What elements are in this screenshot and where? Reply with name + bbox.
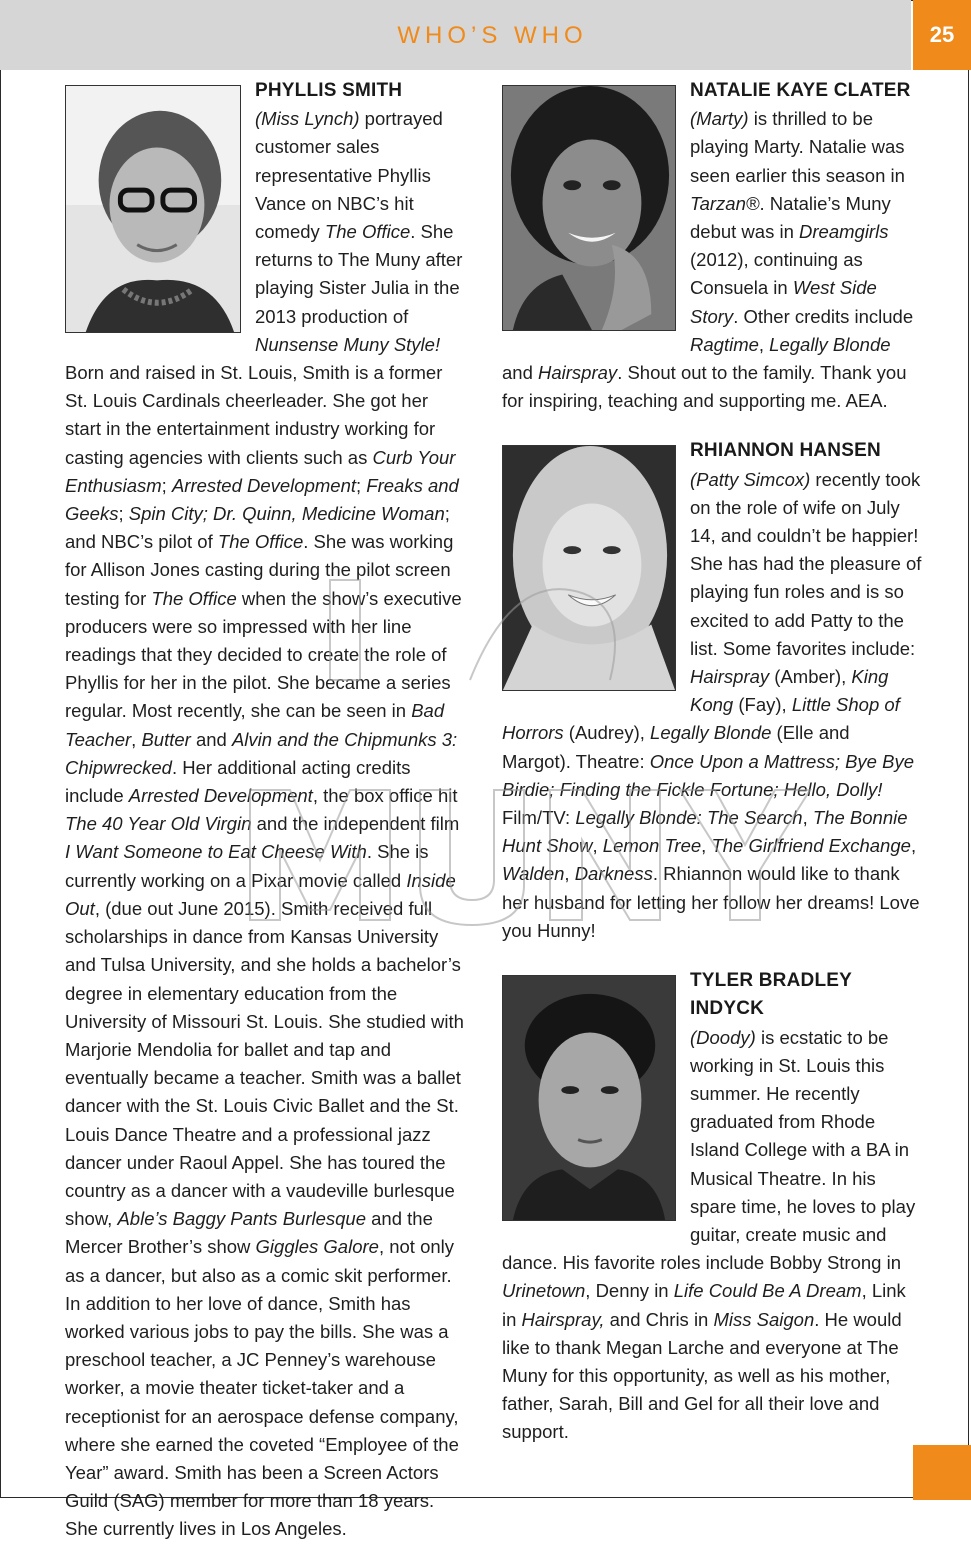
bio-text: , (due out June 2015). Smith received full scholarships in dance from Kansas University and Tulsa University, and she holds a bachelor’s degree in elementary education from the University of Missouri St. Louis. She studied with Marjorie Mendolia for ballet and tap and eventually became a teacher. Smith was a ballet dancer with the St. Louis Civic Ballet and the St. Louis Dance Theatre and a professional jazz dancer under Raoul Appel. She has toured the country as a dancer with a vaudeville burlesque show, (65, 897, 464, 1230)
bio-text: . Other credits include (733, 305, 914, 327)
credit-title: Life Could Be A Dream (673, 1280, 862, 1302)
role-name: (Doody) (690, 1026, 756, 1048)
credit-title: West Side Story (690, 277, 877, 327)
credit-title: Legally Blonde: The Search (575, 807, 803, 829)
headshot-photo (65, 85, 241, 333)
bio-text: and the Mercer Brother’s show (65, 1208, 433, 1258)
role-name: (Patty Simcox) (690, 468, 811, 490)
bio-text: ; (356, 474, 367, 496)
bio-text: , (701, 835, 712, 857)
bio-text: and (190, 728, 232, 750)
credit-title: Legally Blonde (769, 333, 891, 355)
credit-title: Spin City; Dr. Quinn, Medicine Woman (128, 503, 445, 525)
credit-title: King Kong (690, 666, 889, 716)
credit-title: Hairspray (690, 666, 770, 688)
credit-title: Ragtime (690, 333, 759, 355)
bio-natalie-kaye-clater (502, 77, 922, 415)
bio-text: portrayed customer sales representative Phyllis Vance on NBC’s hit comedy (255, 108, 443, 243)
bio-text: is ecstatic to be working in St. Louis this summer. He recently graduated from Rhode Island College with a BA in Musical Theatre. In his spare time, he loves to play guitar, create music and dance. His favorite roles include Bobby Strong in (502, 1026, 916, 1274)
right-column (502, 77, 922, 1447)
bio-text: recently took on the role of wife on July 14, and couldn’t be happier! She has had the pleasure of playing fun roles and is so excited to add Patty to the list. Some favorites include: (690, 468, 922, 659)
bio-phyllis-smith (65, 77, 465, 1544)
credit-title: Bad Teacher (65, 700, 445, 750)
bio-text: , (758, 333, 770, 355)
bio-text: . She was working for Allison Jones casting during the pilot screen testing for (65, 531, 454, 609)
bio-text: and the independent film (251, 813, 460, 835)
bio-text: , Link in (502, 1280, 906, 1330)
bio-text: (Audrey), (563, 722, 651, 744)
bio-text: , the box office hit (312, 785, 458, 807)
bio-text: is thrilled to be playing Marty. Natalie was seen earlier this season in (690, 108, 905, 186)
bio-text: and (502, 362, 539, 384)
headshot-photo (502, 445, 676, 691)
headshot-photo (502, 975, 676, 1221)
credit-title: Able’s Baggy Pants Burlesque (117, 1208, 366, 1230)
bio-text: . Her additional acting credits include (65, 756, 411, 807)
credit-title: Tarzan® (690, 192, 760, 214)
credit-title: Butter (141, 728, 191, 750)
bio-text: , (910, 835, 917, 857)
credit-title: I Want Someone to Eat Cheese With (65, 841, 367, 863)
credit-title: Arrested Development (171, 474, 356, 496)
role-name: (Marty) (690, 108, 749, 130)
bio-text: , (131, 728, 142, 750)
credit-title: Alvin and the Chipmunks 3: Chipwrecked (65, 728, 458, 778)
bio-text: . He would like to thank Megan Larche and everyone at The Muny for this opportunity, as well as his mother, father, Sarah, Bill and Gel for all their love and support. (502, 1308, 902, 1443)
credit-title: Hairspray, (521, 1308, 605, 1330)
performer-name: TYLER BRADLEY INDYCK (690, 970, 852, 1020)
credit-title: The Office (151, 587, 237, 609)
credit-title: Walden (502, 863, 565, 885)
bio-text: (Fay), (733, 694, 792, 716)
credit-title: The Bonnie Hunt Show (502, 807, 908, 857)
performer-name: PHYLLIS SMITH (255, 80, 403, 101)
bio-tyler-bradley-indyck (502, 967, 922, 1446)
bio-text: . She is currently working on a Pixar movie called (65, 841, 429, 891)
performer-name: NATALIE KAYE CLATER (690, 80, 911, 101)
credit-title: Curb Your Enthusiasm (65, 446, 456, 496)
credit-title: The Office (217, 531, 304, 553)
bio-text: , not only as a dancer, but also as a comic skit performer. In addition to her love of dance, Smith has worked various jobs to pay the bills. She was a preschool teacher, a JC Penney’s warehouse worker, a movie theater ticket-taker and a receptionist for an aerospace defense company, where she earned the coveted “Employee of the Year” award. Smith has been a Screen Actors Guild (SAG) member for more than 18 years. She currently lives in Los Angeles. (65, 1236, 459, 1540)
credit-title: Inside Out (65, 869, 456, 919)
credit-title: The 40 Year Old Virgin (65, 813, 252, 835)
credit-title: Little Shop of Horrors (502, 694, 900, 744)
credit-title: Miss Saigon (713, 1308, 815, 1330)
bio-text: . Shout out to the family. Thank you for inspiring, teaching and supporting me. AEA. (502, 362, 907, 412)
bio-text: when the show’s executive producers were so impressed with her line readings that they decided to create the role of Phyllis for her in the pilot. She became a series regular. Most recently, she can be seen in (65, 587, 462, 722)
header-band (0, 0, 911, 70)
credit-title: The Girlfriend Exchange (711, 835, 911, 857)
bio-rhiannon-hansen (502, 437, 922, 945)
left-column (65, 77, 465, 1544)
bio-text: (Amber), (769, 666, 852, 688)
bio-text: ; (161, 474, 172, 496)
credit-title: Hairspray (538, 362, 618, 384)
credit-title: The Office (324, 221, 411, 243)
performer-name: RHIANNON HANSEN (690, 440, 881, 462)
credit-title: Urinetown (502, 1280, 586, 1302)
section-title: WHO’S WHO (397, 22, 588, 49)
bio-text: , (592, 835, 603, 857)
credit-title: Arrested Development (128, 785, 313, 807)
credit-title: Giggles Galore (255, 1236, 379, 1258)
bio-text: (Elle and Margot). Theatre: (502, 722, 850, 772)
credit-title: Legally Blonde (650, 722, 772, 744)
bio-text: ; (118, 503, 129, 525)
bio-text: . Natalie’s Muny debut was in (690, 192, 891, 243)
credit-title: Nunsense Muny Style! (255, 333, 441, 355)
credit-title: Freaks and Geeks (65, 474, 459, 525)
role-name: (Miss Lynch) (255, 108, 360, 130)
bio-text: Born and raised in St. Louis, Smith is a former St. Louis Cardinals cheerleader. She got her start in the entertainment industry working for casting agencies with clients such as (65, 362, 443, 468)
bio-text: and Chris in (604, 1308, 714, 1330)
credit-title: Dreamgirls (799, 221, 889, 243)
credit-title: Lemon Tree (602, 835, 702, 857)
bio-text: Film/TV: (502, 807, 576, 829)
corner-tab (913, 1445, 971, 1500)
bio-text: . She returns to The Muny after playing Sister Julia in the 2013 production of (255, 221, 463, 327)
page-number: 25 (913, 0, 971, 70)
credit-title: Once Upon a Mattress; Bye Bye Birdie; Finding the Fickle Fortune; Hello, Dolly! (502, 750, 914, 800)
bio-text: , (802, 807, 813, 829)
headshot-photo (502, 85, 676, 331)
bio-text: , Denny in (585, 1280, 674, 1302)
bio-text: (2012), continuing as Consuela in (690, 249, 863, 299)
bio-text: , (564, 863, 575, 885)
credit-title: Darkness (574, 863, 653, 885)
bio-text: . Rhiannon would like to thank her husband for letting her follow her dreams! Love you Hunny! (502, 863, 920, 941)
bio-text: ; and NBC’s pilot of (65, 503, 450, 553)
